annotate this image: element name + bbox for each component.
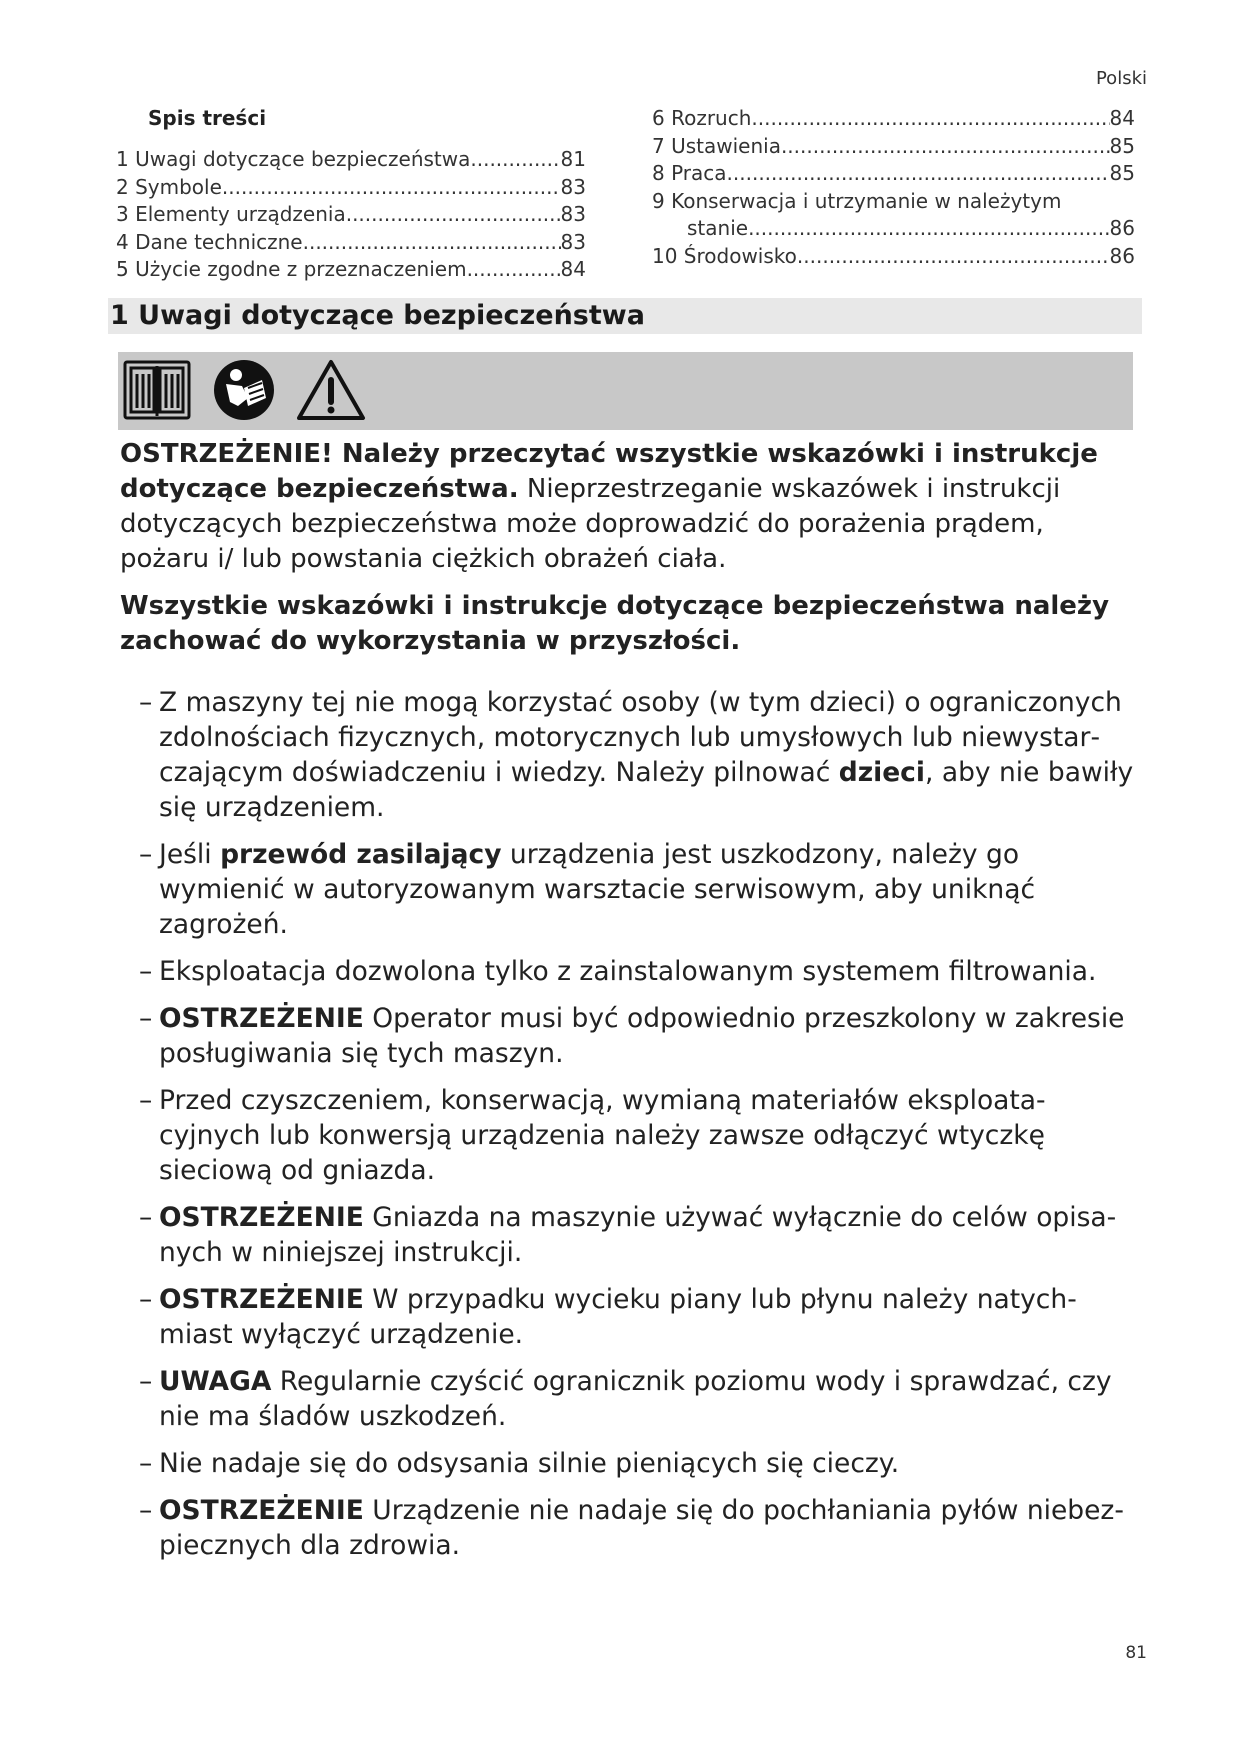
- safety-bullet-list: [120, 685, 1135, 1563]
- list-item: – UWAGA Regularnie czyścić ogranicznik poziomu wody i sprawdzać, czy nie ma śladów uszkodzeń.: [139, 1366, 1112, 1432]
- toc-entry-text: 2 Symbole: [116, 174, 222, 199]
- toc-title: Spis treści: [148, 106, 267, 130]
- list-item: – Przed czyszczeniem, konserwacją, wymianą materiałów eksploatacyjnych lub konwersją urządzenia należy zawsze odłączyć wtyczkę sieciową od gniazda.: [139, 1085, 1046, 1186]
- toc-entry-text: 5 Użycie zgodne z przeznaczeniem: [116, 257, 467, 281]
- toc-entry-page: 86: [1109, 216, 1135, 240]
- toc-left-column: [116, 146, 586, 284]
- toc-entry-text: 10 Środowisko: [652, 243, 797, 268]
- toc-entry[interactable]: [652, 105, 1135, 133]
- toc-entry-text: 7 Ustawienia: [652, 133, 781, 158]
- warning-triangle-icon: [296, 358, 366, 422]
- toc-entry-text: 3 Elementy urządzenia: [116, 202, 346, 226]
- list-item: – OSTRZEŻENIE Gniazda na maszynie używać wyłącznie do celów opisanych w niniejszej instrukcji.: [139, 1202, 1117, 1268]
- toc-entry[interactable]: [652, 243, 1135, 271]
- list-item: – Eksploatacja dozwolona tylko z zainstalowanym systemem filtrowania.: [139, 956, 1097, 987]
- toc-entry[interactable]: [116, 174, 586, 202]
- toc-entry-text: 1 Uwagi dotyczące bezpieczeństwa: [116, 147, 471, 171]
- toc-entry[interactable]: [652, 133, 1135, 161]
- toc-entry-page: 83: [560, 174, 586, 199]
- list-item: – Nie nadaje się do odsysania silnie pieniących się cieczy.: [139, 1448, 900, 1479]
- toc-entry-page: 84: [560, 257, 586, 281]
- toc-entry[interactable]: [652, 160, 1135, 188]
- keep-instructions-text: Wszystkie wskazówki i instrukcje dotyczące bezpieczeństwa należy zachować do wykorzystania w przyszłości.: [120, 591, 1110, 656]
- toc-entry-page: 84: [1109, 106, 1135, 130]
- warning-text: Nieprzestrzeganie wskazówek i instrukcji dotyczących bezpieczeństwa może doprowadzić do porażenia prądem, pożaru i/ lub powstania ciężkich obrażeń ciała.: [120, 474, 1061, 574]
- toc-entry-text: 6 Rozruch: [652, 106, 752, 130]
- warning-paragraph: [120, 437, 1135, 577]
- safety-icon-bar: [118, 352, 1133, 430]
- toc-entry[interactable]: [116, 256, 586, 284]
- toc-entry-text: 9 Konserwacja i utrzymanie w należytym: [652, 188, 1062, 213]
- list-item: – OSTRZEŻENIE Operator musi być odpowiednio przeszkolony w zakresie posługiwania się tych maszyn.: [139, 1003, 1125, 1069]
- warning-bold-text: OSTRZEŻENIE! Należy przeczytać wszystkie wskazówki i instrukcje dotyczące bezpieczeństwa.: [120, 439, 1098, 504]
- toc-entry[interactable]: [116, 229, 586, 257]
- list-item: – OSTRZEŻENIE W przypadku wycieku piany lub płynu należy natychmiast wyłączyć urządzenie.: [139, 1284, 1077, 1350]
- page-number: 81: [1125, 1643, 1147, 1663]
- toc-entry-text-cont: stanie: [687, 216, 749, 240]
- toc-entry-text: 4 Dane techniczne: [116, 229, 303, 254]
- list-item: – OSTRZEŻENIE Urządzenie nie nadaje się do pochłaniania pyłów niebezpiecznych dla zdrowia.: [139, 1495, 1124, 1561]
- toc-entry[interactable]: [116, 201, 586, 229]
- read-manual-icon: [212, 358, 276, 422]
- toc-entry-text: 8 Praca: [652, 161, 727, 185]
- list-item: – Jeśli przewód zasilający urządzenia jest uszkodzony, należy go wymienić w autoryzowanym warsztacie serwisowym, aby uniknąć zagrożeń.: [139, 839, 1036, 940]
- list-item: – Z maszyny tej nie mogą korzystać osoby (w tym dzieci) o ograniczonych zdolnościach fizycznych, motorycznych lub umysłowych lub niewystarczającym doświadczeniu i wiedzy. Należy pilnować dzieci, aby nie bawiły się urządzeniem.: [139, 687, 1134, 823]
- keep-instructions-paragraph: [120, 589, 1135, 659]
- toc-entry-page: 81: [560, 147, 586, 171]
- language-label: Polski: [1095, 68, 1147, 89]
- book-icon: [122, 358, 192, 422]
- toc-entry-page: 85: [1109, 161, 1135, 185]
- toc-entry-page: 85: [1109, 133, 1135, 158]
- toc-entry-page: 83: [560, 229, 586, 254]
- section-title: 1 Uwagi dotyczące bezpieczeństwa: [110, 300, 645, 331]
- toc-entry-multiline[interactable]: [652, 188, 1135, 243]
- toc-entry-page: 86: [1109, 243, 1135, 268]
- toc-entry-page: 83: [560, 202, 586, 226]
- safety-content: [120, 437, 1135, 1575]
- toc-entry[interactable]: [116, 146, 586, 174]
- toc-right-column: [652, 105, 1135, 270]
